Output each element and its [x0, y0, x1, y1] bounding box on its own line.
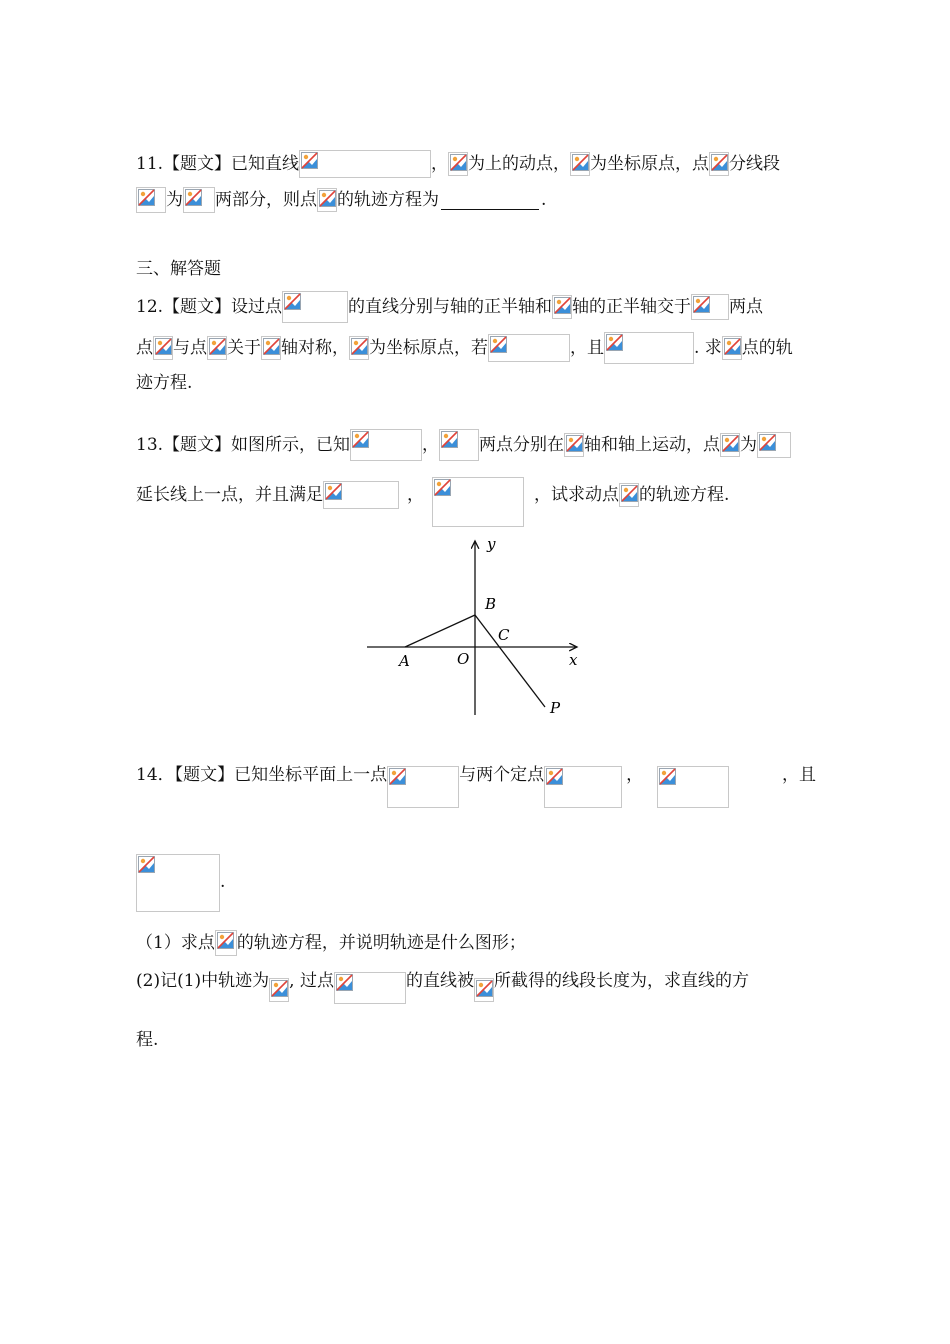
section-heading: 三、解答题 — [136, 259, 221, 279]
q11-text: ， — [431, 154, 449, 174]
formula-image — [722, 336, 742, 360]
point-o-label: O — [457, 650, 470, 668]
broken-image-icon — [284, 293, 301, 310]
formula-image — [136, 854, 220, 912]
q12-text: 与点 — [173, 338, 207, 358]
x-axis-label: x — [569, 651, 578, 669]
q14-text: （1）求点 — [136, 933, 215, 953]
q14-text: (2)记(1)中轨迹为 — [136, 971, 270, 991]
formula-image — [136, 187, 166, 213]
broken-image-icon — [722, 435, 739, 452]
broken-image-icon — [271, 980, 288, 997]
formula-image — [432, 477, 524, 527]
formula-image — [207, 336, 227, 360]
q12-line-2 — [136, 330, 816, 366]
broken-image-icon — [336, 974, 353, 991]
formula-image — [323, 481, 399, 509]
formula-image — [604, 332, 694, 364]
q14-part-1 — [136, 925, 816, 961]
q14-line-5: 程. — [136, 1030, 159, 1050]
q14-text: ，且 — [782, 765, 816, 785]
q14-line-2: . — [220, 872, 226, 892]
q13-line-1 — [136, 427, 816, 463]
q13-text: ， — [422, 435, 440, 455]
broken-image-icon — [554, 297, 571, 314]
formula-image — [709, 152, 729, 176]
formula-image — [387, 766, 459, 808]
q11-text: . — [541, 190, 547, 210]
broken-image-icon — [476, 980, 493, 997]
y-axis-label: y — [487, 535, 496, 553]
formula-image — [619, 483, 639, 507]
broken-image-icon — [325, 483, 342, 500]
q14-text: 的轨迹方程，并说明轨迹是什么图形； — [236, 933, 526, 953]
broken-image-icon — [450, 154, 467, 171]
formula-image — [439, 429, 479, 461]
formula-image — [215, 930, 237, 956]
q14-text: 所截得的线段长度为，求直线的方 — [493, 971, 749, 991]
point-c-label: C — [498, 626, 510, 644]
broken-image-icon — [606, 334, 623, 351]
q13-text: ， — [407, 485, 424, 505]
q12-text: . 求 — [694, 338, 722, 358]
q12-text: 关于 — [227, 338, 261, 358]
formula-image — [153, 336, 173, 360]
broken-image-icon — [659, 768, 676, 785]
broken-image-icon — [138, 856, 155, 873]
broken-image-icon — [138, 189, 155, 206]
formula-image — [448, 152, 468, 176]
formula-image — [488, 334, 570, 362]
broken-image-icon — [711, 154, 728, 171]
formula-image — [544, 766, 622, 808]
formula-image — [282, 291, 348, 323]
broken-image-icon — [319, 190, 336, 207]
broken-image-icon — [566, 435, 583, 452]
segment-bp — [475, 615, 545, 707]
q11-text: 为坐标原点，点 — [590, 154, 710, 174]
q11-text: 11.【题文】已知直线 — [136, 154, 300, 174]
formula-image — [564, 433, 584, 457]
q12-text: 的直线分别与轴的正半轴和 — [348, 297, 553, 317]
q12-text: 两点 — [729, 297, 764, 317]
broken-image-icon — [724, 338, 741, 355]
q13-text: 延长线上一点，并且满足 — [136, 485, 323, 505]
broken-image-icon — [434, 479, 451, 496]
broken-image-icon — [389, 768, 406, 785]
q11-text: 为上的动点， — [468, 154, 571, 174]
formula-image — [757, 432, 791, 458]
formula-image — [657, 766, 729, 808]
formula-image — [183, 187, 215, 213]
q14-text: , 过点 — [289, 971, 334, 991]
broken-image-icon — [352, 431, 369, 448]
q13-text: 轴和轴上运动，点 — [584, 435, 721, 455]
q12-text: ，且 — [570, 338, 604, 358]
segment-ab — [405, 615, 475, 647]
coordinate-figure — [365, 535, 585, 720]
q14-text: 与两个定点 — [459, 765, 545, 785]
q12-text: 为坐标原点，若 — [369, 338, 488, 358]
q13-text: 13.【题文】如图所示，已知 — [136, 435, 351, 455]
broken-image-icon — [351, 338, 368, 355]
q14-text: ， — [626, 765, 644, 785]
q12-line-3: 迹方程. — [136, 373, 193, 393]
q12-text: 轴的正半轴交于 — [572, 297, 692, 317]
point-p-label: P — [550, 699, 561, 717]
formula-image — [261, 336, 281, 360]
q12-line-1 — [136, 289, 816, 325]
broken-image-icon — [209, 338, 226, 355]
q13-text: 为 — [740, 435, 758, 455]
broken-image-icon — [441, 431, 458, 448]
q11-text: 为 — [166, 190, 183, 210]
q11-text: 两部分，则点 — [215, 190, 317, 210]
broken-image-icon — [759, 434, 776, 451]
formula-image — [720, 433, 740, 457]
broken-image-icon — [301, 152, 318, 169]
q12-text: 轴对称， — [281, 338, 349, 358]
q11-line-2 — [136, 182, 816, 218]
q13-line-2 — [136, 477, 816, 513]
q11-text: 的轨迹方程为 — [337, 190, 439, 210]
broken-image-icon — [621, 485, 638, 502]
q14-text: 14．【题文】已知坐标平面上一点 — [136, 765, 388, 785]
broken-image-icon — [546, 768, 563, 785]
q11-line-1 — [136, 146, 816, 182]
broken-image-icon — [155, 338, 172, 355]
q14-part-2 — [136, 964, 816, 1008]
q12-text: 点 — [136, 338, 153, 358]
formula-image — [349, 336, 369, 360]
q13-text: 两点分别在 — [479, 435, 565, 455]
answer-blank — [441, 191, 539, 210]
point-a-label: A — [399, 652, 410, 670]
formula-image — [299, 150, 431, 178]
formula-image — [350, 429, 422, 461]
q14-text: 的直线被 — [405, 971, 474, 991]
q14-line-1 — [136, 758, 816, 802]
q12-text: 点的轨 — [741, 338, 793, 358]
broken-image-icon — [185, 189, 202, 206]
broken-image-icon — [693, 296, 710, 313]
point-b-label: B — [485, 595, 497, 613]
formula-image — [334, 972, 406, 1004]
broken-image-icon — [263, 338, 280, 355]
q11-text: 分线段 — [729, 154, 781, 174]
broken-image-icon — [572, 154, 589, 171]
q13-text: ，试求动点 — [534, 485, 619, 505]
q13-text: 的轨迹方程. — [639, 485, 730, 505]
formula-image — [474, 978, 494, 1002]
formula-image — [552, 295, 572, 319]
broken-image-icon — [217, 932, 234, 949]
formula-image — [317, 188, 337, 212]
formula-image — [570, 152, 590, 176]
q12-text: 12.【题文】设过点 — [136, 297, 283, 317]
broken-image-icon — [490, 336, 507, 353]
formula-image — [269, 978, 289, 1002]
formula-image — [691, 294, 729, 320]
